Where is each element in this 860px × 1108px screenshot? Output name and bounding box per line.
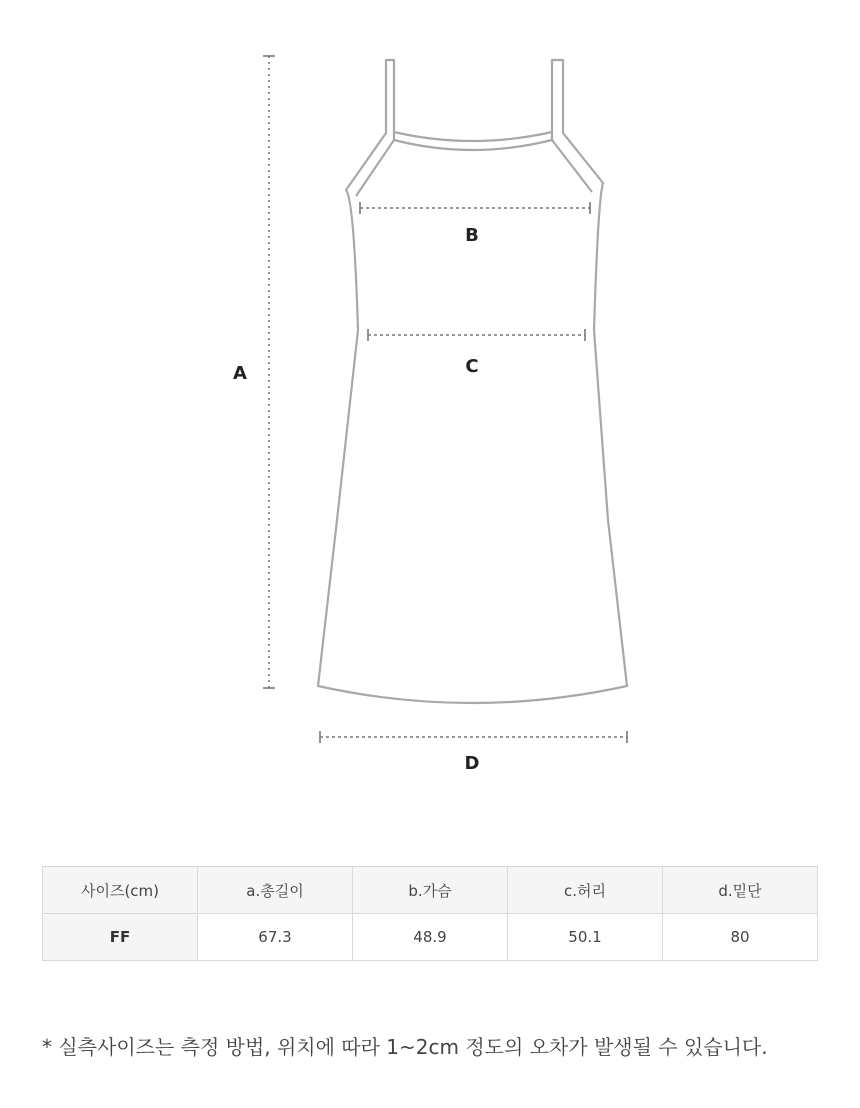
- dimension-d: [320, 731, 627, 743]
- label-c: C: [465, 356, 479, 377]
- cell-chest: 48.9: [353, 914, 508, 961]
- header-total-length: a.총길이: [198, 867, 353, 914]
- header-chest: b.가슴: [353, 867, 508, 914]
- dress-outline: [318, 60, 627, 703]
- header-hem: d.밑단: [663, 867, 818, 914]
- header-waist: c.허리: [508, 867, 663, 914]
- table-header-row: [43, 867, 818, 914]
- cell-total-length: 67.3: [198, 914, 353, 961]
- dimension-c: [368, 329, 585, 341]
- label-a: A: [233, 363, 247, 384]
- cell-size: FF: [43, 914, 198, 961]
- table-row: [43, 914, 818, 961]
- measurement-note: * 실측사이즈는 측정 방법, 위치에 따라 1~2cm 정도의 오차가 발생될 수 있습니다.: [42, 1035, 768, 1059]
- dimension-a: [263, 56, 275, 688]
- cell-hem: 80: [663, 914, 818, 961]
- size-table: [42, 866, 818, 961]
- cell-waist: 50.1: [508, 914, 663, 961]
- dimension-b: [360, 202, 590, 214]
- header-size: 사이즈(cm): [43, 867, 198, 914]
- label-b: B: [465, 225, 479, 246]
- label-d: D: [464, 753, 480, 774]
